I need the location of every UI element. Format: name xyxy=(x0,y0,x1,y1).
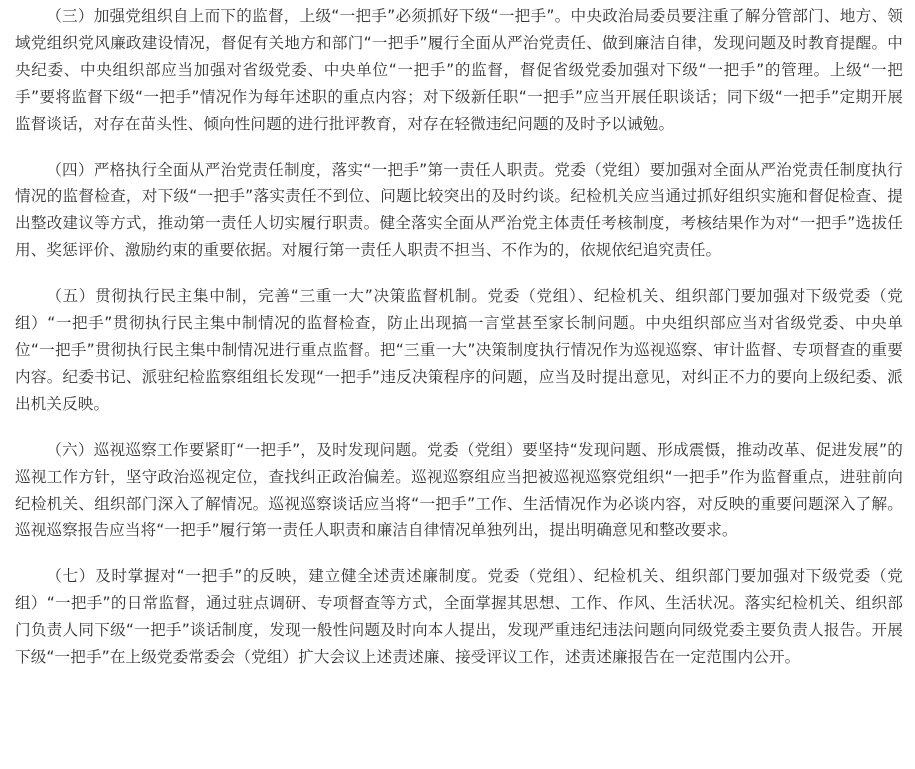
paragraph-5: （五）贯彻执行民主集中制，完善“三重一大”决策监督机制。党委（党组）、纪检机关、组织部门要加强对下级党委（党组）“一把手”贯彻执行民主集中制情况的监督检查，防止出现搞一言堂甚至家长制问题。中央组织部应当对省级党委、中央单位“一把手”贯彻执行民主集中制情况进行重点监督。把“三重一大”决策制度执行情况作为巡视巡察、审计监督、专项督查的重要内容。纪委书记、派驻纪检监察组组长发现“一把手”违反决策程序的问题，应当及时提出意见，对纠正不力的要向上级纪委、派出机关反映。 xyxy=(15,287,903,413)
paragraph-7: （七）及时掌握对“一把手”的反映，建立健全述责述廉制度。党委（党组）、纪检机关、组织部门要加强对下级党委（党组）“一把手”的日常监督，通过驻点调研、专项督查等方式，全面掌握其思想、工作、作风、生活状况。落实纪检机关、组织部门负责人同下级“一把手”谈话制度，发现一般性问题及时向本人提出，发现严重违纪违法问题向同级党委主要负责人报告。开展下级“一把手”在上级党委常委会（党组）扩大会议上述责述廉、接受评议工作，述责述廉报告在一定范围内公开。 xyxy=(15,567,903,667)
paragraph-4: （四）严格执行全面从严治党责任制度，落实“一把手”第一责任人职责。党委（党组）要加强对全面从严治党责任制度执行情况的监督检查，对下级“一把手”落实责任不到位、问题比较突出的及时约谈。纪检机关应当通过抓好组织实施和督促检查、提出整改建议等方式，推动第一责任人切实履行职责。健全落实全面从严治党主体责任考核制度，考核结果作为对“一把手”选拔任用、奖惩评价、激励约束的重要依据。对履行第一责任人职责不担当、不作为的，依规依纪追究责任。 xyxy=(15,160,903,260)
paragraph-3: （三）加强党组织自上而下的监督，上级“一把手”必须抓好下级“一把手”。中央政治局委员要注重了解分管部门、地方、领域党组织党风廉政建设情况，督促有关地方和部门“一把手”履行全面从严治党责任、做到廉洁自律，发现问题及时教育提醒。中央纪委、中央组织部应当加强对省级党委、中央单位“一把手”的监督，督促省级党委加强对下级“一把手”的管理。上级“一把手”要将监督下级“一把手”情况作为每年述职的重点内容；对下级新任职“一把手”应当开展任职谈话；同下级“一把手”定期开展监督谈话，对存在苗头性、倾向性问题的进行批评教育，对存在轻微违纪问题的及时予以诫勉。 xyxy=(15,7,903,133)
paragraph-6: （六）巡视巡察工作要紧盯“一把手”，及时发现问题。党委（党组）要坚持“发现问题、形成震慑，推动改革、促进发展”的巡视工作方针，坚守政治巡视定位，查找纠正政治偏差。巡视巡察组应当把被巡视巡察党组织“一把手”作为监督重点，进驻前向纪检机关、组织部门深入了解情况。巡视巡察谈话应当将“一把手”工作、生活情况作为必谈内容，对反映的重要问题深入了解。巡视巡察报告应当将“一把手”履行第一责任人职责和廉洁自律情况单独列出，提出明确意见和整改要求。 xyxy=(15,440,903,540)
